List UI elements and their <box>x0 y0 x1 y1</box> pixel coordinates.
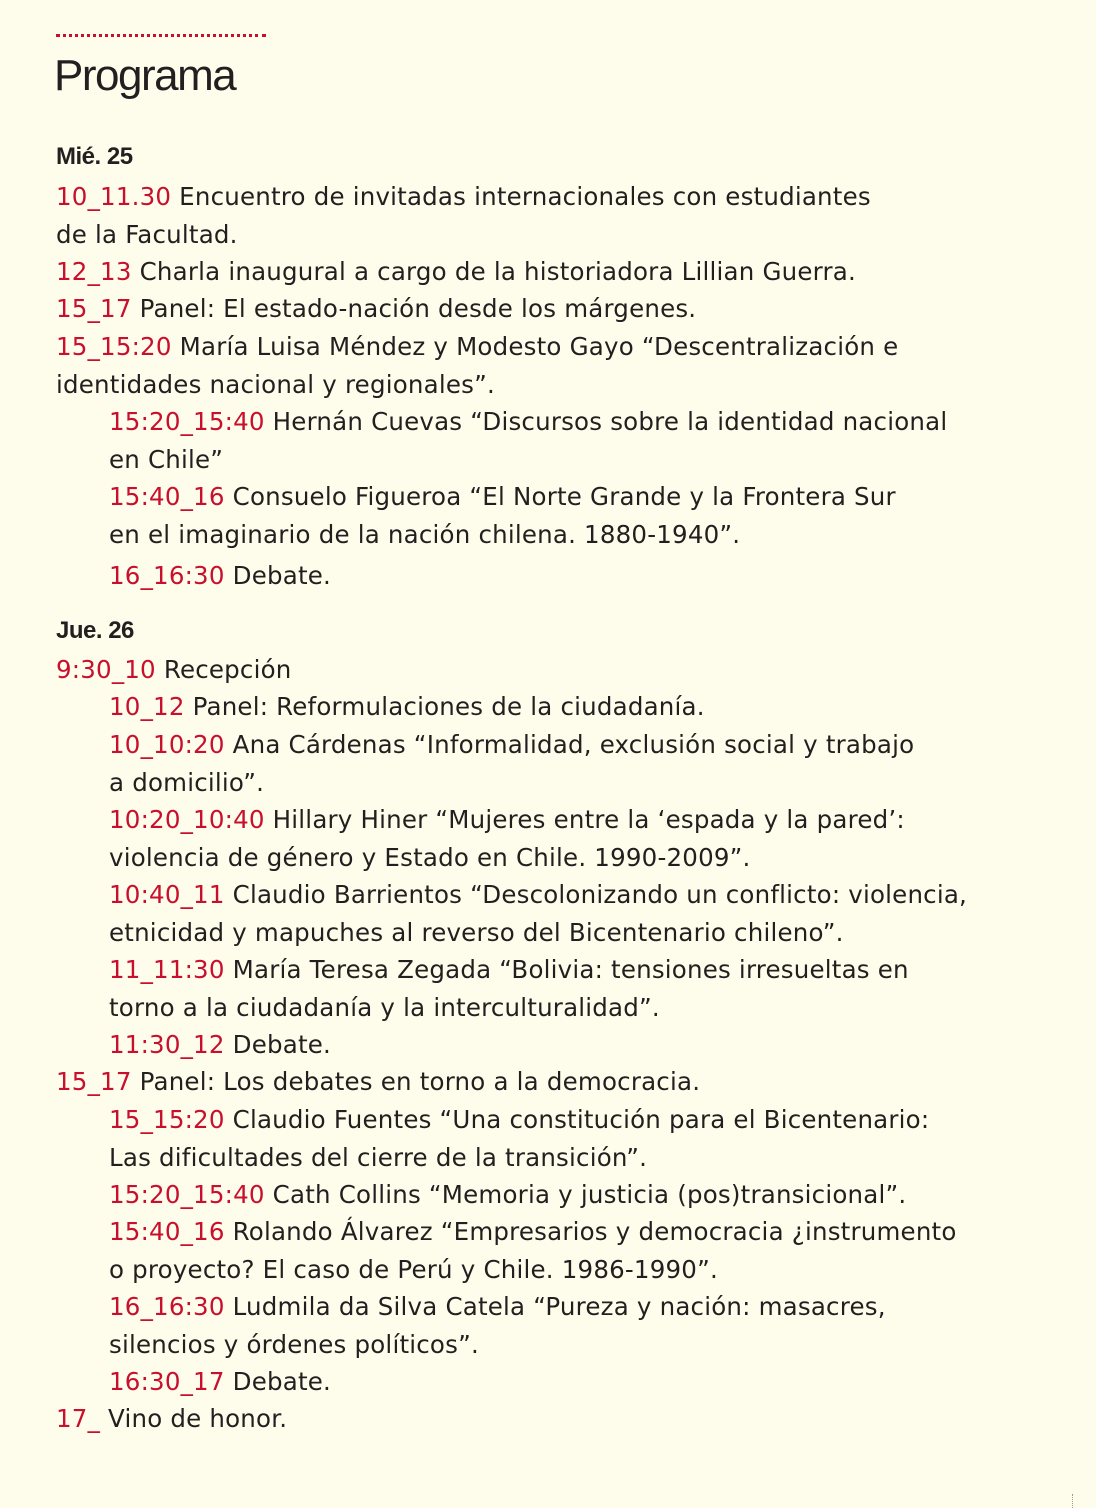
schedule-subitem <box>109 1363 331 1401</box>
schedule-subitem <box>109 403 947 478</box>
schedule-subitem <box>109 951 909 1026</box>
schedule-subitem <box>109 1026 331 1064</box>
item-text-continued: o proyecto? El caso de Perú y Chile. 1986-1990”. <box>109 1254 718 1284</box>
item-text-continued: etnicidad y mapuches al reverso del Bicentenario chileno”. <box>109 917 844 947</box>
item-text-continued: en el imaginario de la nación chilena. 1880-1940”. <box>109 519 741 549</box>
schedule-subitem <box>109 1213 957 1288</box>
item-text: Consuelo Figueroa “El Norte Grande y la Frontera Sur <box>232 482 896 511</box>
item-text: Rolando Álvarez “Empresarios y democracia ¿instrumento <box>232 1217 957 1246</box>
item-text-continued: en Chile” <box>109 444 224 474</box>
item-text-continued: de la Facultad. <box>56 219 238 249</box>
item-text-continued: Las dificultades del cierre de la transición”. <box>109 1142 648 1172</box>
dotted-divider <box>56 34 266 37</box>
day-heading: Mié. 25 <box>56 143 133 170</box>
time-slot: 16:30_17 <box>109 1367 225 1396</box>
item-text: Hillary Hiner “Mujeres entre la ‘espada y la pared’: <box>272 805 905 834</box>
time-slot: 16_16:30 <box>109 561 225 590</box>
item-text: Vino de honor. <box>108 1404 288 1433</box>
time-slot: 15_17 <box>56 294 132 323</box>
schedule-item <box>56 328 898 403</box>
schedule-subitem <box>109 1176 906 1214</box>
item-text: Panel: Los debates en torno a la democracia. <box>139 1067 701 1096</box>
item-text: Charla inaugural a cargo de la historiadora Lillian Guerra. <box>139 257 856 286</box>
item-text-continued: violencia de género y Estado en Chile. 1990-2009”. <box>109 842 751 872</box>
schedule-subitem <box>109 688 705 726</box>
schedule-subitem <box>109 726 914 801</box>
item-text: Claudio Barrientos “Descolonizando un conflicto: violencia, <box>232 880 968 909</box>
item-text: Panel: El estado-nación desde los márgenes. <box>139 294 697 323</box>
time-slot: 9:30_10 <box>56 655 156 684</box>
schedule-subitem <box>109 1288 886 1363</box>
time-slot: 12_13 <box>56 257 132 286</box>
schedule-item <box>56 1400 287 1438</box>
item-text: Panel: Reformulaciones de la ciudadanía. <box>192 692 705 721</box>
time-slot: 15:20_15:40 <box>109 407 265 436</box>
schedule-subitem <box>109 557 331 595</box>
time-slot: 10:20_10:40 <box>109 805 265 834</box>
schedule-item <box>56 253 856 291</box>
item-text-continued: silencios y órdenes políticos”. <box>109 1329 479 1359</box>
item-text: María Teresa Zegada “Bolivia: tensiones irresueltas en <box>232 955 909 984</box>
item-text: Cath Collins “Memoria y justicia (pos)transicional”. <box>272 1180 907 1209</box>
item-text: Recepción <box>163 655 292 684</box>
time-slot: 15:40_16 <box>109 1217 225 1246</box>
time-slot: 10_10:20 <box>109 730 225 759</box>
time-slot: 17_ <box>56 1404 101 1433</box>
time-slot: 15_15:20 <box>109 1105 225 1134</box>
time-slot: 10_11.30 <box>56 182 172 211</box>
schedule-subitem <box>109 801 905 876</box>
time-slot: 11:30_12 <box>109 1030 225 1059</box>
item-text: Debate. <box>232 1030 332 1059</box>
item-text-continued: identidades nacional y regionales”. <box>56 369 495 399</box>
time-slot: 15_17 <box>56 1067 132 1096</box>
item-text-continued: torno a la ciudadanía y la interculturalidad”. <box>109 992 660 1022</box>
item-text: Ana Cárdenas “Informalidad, exclusión social y trabajo <box>232 730 915 759</box>
item-text: Encuentro de invitadas internacionales con estudiantes <box>179 182 871 211</box>
schedule-subitem <box>109 876 967 951</box>
schedule-item <box>56 1063 700 1101</box>
time-slot: 15:20_15:40 <box>109 1180 265 1209</box>
schedule-item <box>56 290 696 328</box>
item-text: María Luisa Méndez y Modesto Gayo “Descentralización e <box>179 332 899 361</box>
item-text: Debate. <box>232 561 332 590</box>
time-slot: 15_15:20 <box>56 332 172 361</box>
schedule-item <box>56 178 871 253</box>
item-text: Claudio Fuentes “Una constitución para el Bicentenario: <box>232 1105 930 1134</box>
schedule-subitem <box>109 1101 929 1176</box>
time-slot: 10_12 <box>109 692 185 721</box>
time-slot: 16_16:30 <box>109 1292 225 1321</box>
item-text: Debate. <box>232 1367 332 1396</box>
item-text: Ludmila da Silva Catela “Pureza y nación: masacres, <box>232 1292 886 1321</box>
day-heading: Jue. 26 <box>56 617 134 644</box>
page-title: Programa <box>54 51 236 100</box>
schedule-item <box>56 651 292 689</box>
time-slot: 15:40_16 <box>109 482 225 511</box>
item-text-continued: a domicilio”. <box>109 767 265 797</box>
item-text: Hernán Cuevas “Discursos sobre la identidad nacional <box>272 407 948 436</box>
crop-mark <box>1072 1494 1073 1508</box>
time-slot: 11_11:30 <box>109 955 225 984</box>
time-slot: 10:40_11 <box>109 880 225 909</box>
schedule-subitem <box>109 478 896 553</box>
